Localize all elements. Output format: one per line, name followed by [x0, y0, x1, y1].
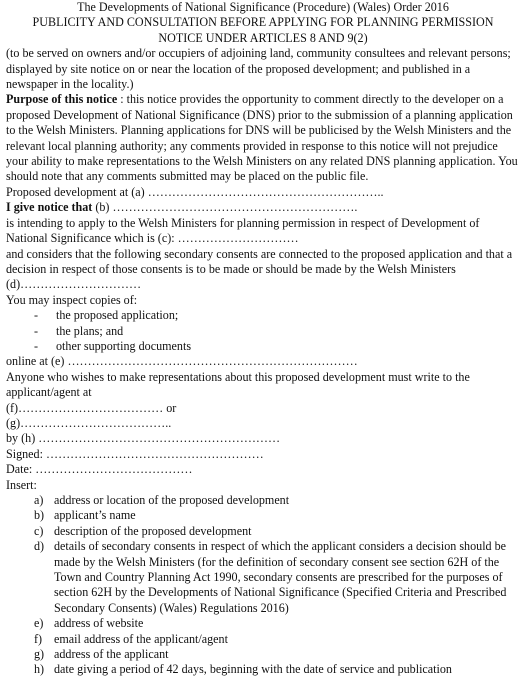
list-item: f) email address of the applicant/agent	[34, 631, 228, 646]
purpose-label: Purpose of this notice	[6, 92, 118, 107]
field-g-line: (g)………………………………..	[6, 415, 172, 430]
purpose-paragraph	[6, 92, 520, 184]
articles-heading: NOTICE UNDER ARTICLES 8 AND 9(2)	[158, 30, 368, 45]
list-item: c) description of the proposed development	[34, 523, 252, 538]
list-item: a) address or location of the proposed development	[34, 493, 290, 507]
representations-paragraph: Anyone who wishes to make representations about this proposed development must write to the applicant/agent at	[6, 369, 470, 400]
list-item: h) date giving a period of 42 days, beginning with the date of service and publication	[34, 662, 452, 677]
field-h-line: by (h) ……………………………………………………	[6, 431, 281, 446]
list-item: - other supporting documents	[34, 338, 192, 353]
service-note: (to be served on owners and/or occupiers of adjoining land, community consultees and relevant persons; displayed by site notice on or near the location of the proposed development; and published in a newspaper in the locality.)	[6, 46, 511, 92]
purpose-text: : this notice provides the opportunity to comment directly to the developer on a proposed Development of National Significance (DNS) prior to the submission of a planning application to the Welsh Ministers. Planning applications for DNS will be publicised by the Welsh Ministers and the relevant local planning authority; any comments provided in response to this notice will not prejudice your ability to make representations to the Welsh Ministers on any related DNS planning application. You should note that any comments submitted may be placed on the public file.	[6, 92, 518, 184]
inspect-list	[6, 308, 520, 354]
signed-line: Signed: ………………………………………………	[6, 446, 264, 461]
give-notice-line	[6, 200, 520, 215]
date-line: Date: …………………………………	[6, 462, 193, 477]
insert-list	[6, 493, 520, 678]
field-f-line: (f)……………………………… or	[6, 400, 177, 415]
list-item: g) address of the applicant	[34, 647, 169, 662]
notice-title: PUBLICITY AND CONSULTATION BEFORE APPLYING FOR PLANNING PERMISSION	[32, 15, 494, 30]
online-line: online at (e) ………………………………………………………………	[6, 354, 358, 369]
intending-paragraph: is intending to apply to the Welsh Ministers for planning permission in respect of Development of National Significance which is (c): …………………………	[6, 215, 480, 246]
list-item: - the proposed application;	[34, 308, 179, 323]
inspect-intro: You may inspect copies of:	[6, 292, 138, 307]
insert-label: Insert:	[6, 477, 37, 492]
list-item: b) applicant’s name	[34, 508, 136, 523]
proposed-development-line: Proposed development at (a) …………………………………………………..	[6, 184, 384, 199]
secondary-consents-paragraph: and considers that the following secondary consents are connected to the proposed application and that a decision in respect of those consents is to be made or should be made by the Welsh Ministers (d)…………………………	[6, 246, 513, 292]
list-item: e) address of website	[34, 616, 144, 631]
list-item: d) details of secondary consents in respect of which the applicant considers a decision should be made by the Welsh Ministers (for the definition of secondary consent see section 62H of the Town and Country Planning Act 1990, secondary consents are prescribed for the purposes of section 62H by the Developments of National Significance (Specified Criteria and Prescribed Secondary Consents) (Wales) Regulations 2016)	[34, 539, 507, 615]
give-notice-label: I give notice that	[6, 200, 93, 215]
list-item: - the plans; and	[34, 323, 124, 338]
order-title: The Developments of National Significance (Procedure) (Wales) Order 2016	[77, 0, 449, 14]
give-notice-field: (b) …………………………………………………….	[92, 200, 358, 215]
